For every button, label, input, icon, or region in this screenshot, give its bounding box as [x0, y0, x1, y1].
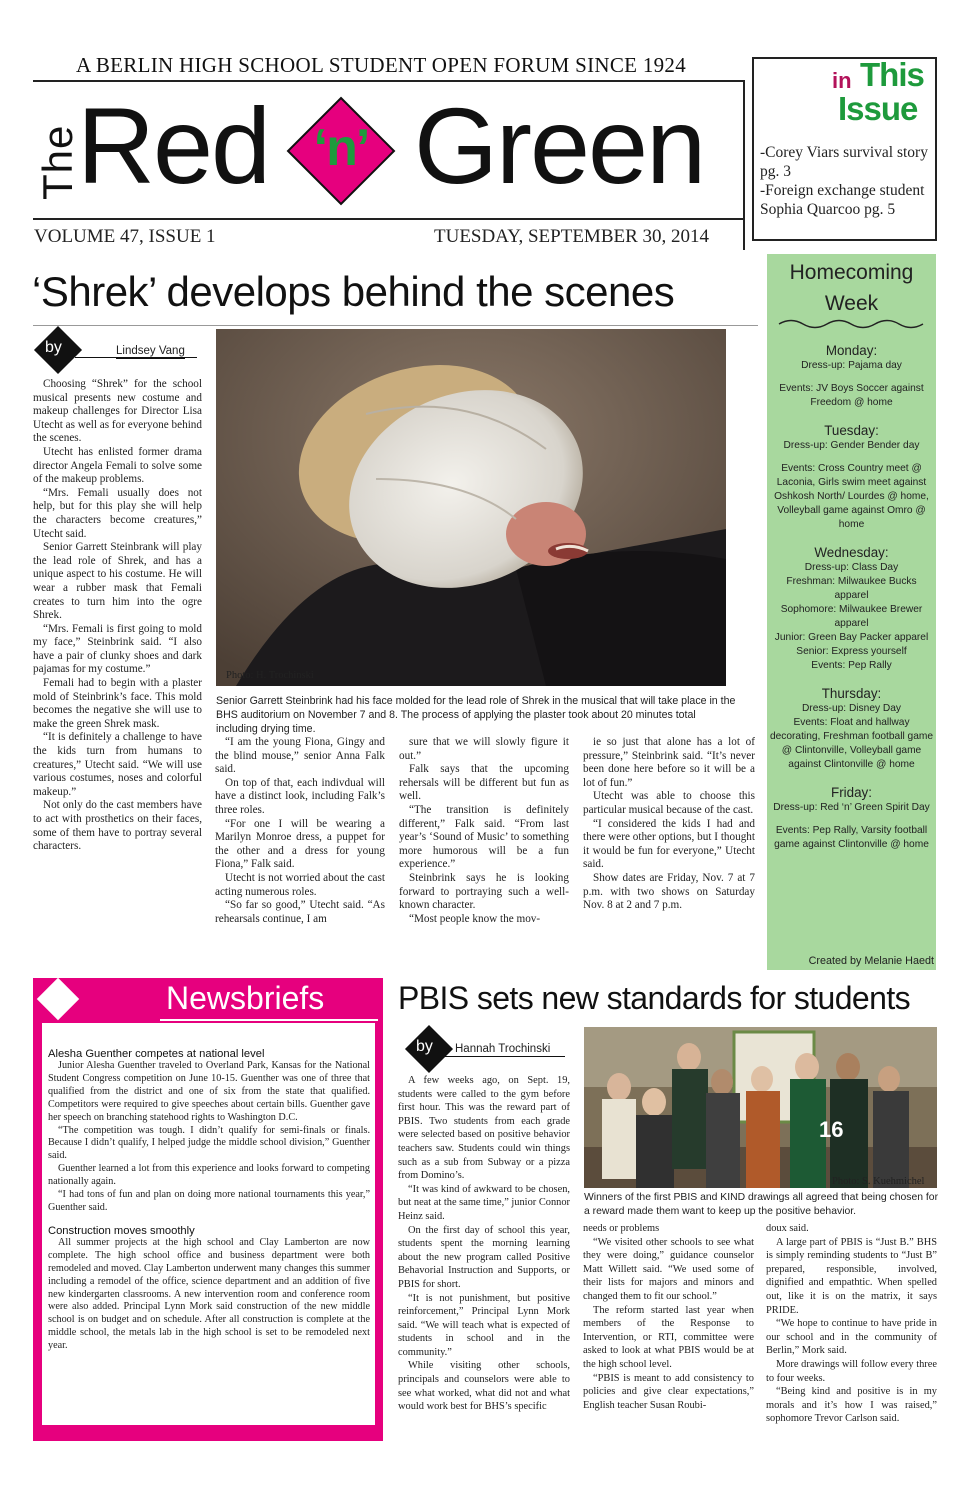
- homecoming-line: Sophomore: Milwaukee Brewer apparel: [780, 604, 923, 629]
- paragraph: All summer projects at the high school and Clay Lamberton are now complete. The high school office and business department were both remodeled and moved. Clay Lamberton underwent many changes this summer including a remodel of the office, science department and an addition of five new kindergarten classrooms. A new intervention room and conference room were also added. Principal Lynn Mork said construction of the new middle school is on budget and on schedule. After all construction is complete at the middle school, the metals lab in the high school is set to be remodeled next year.: [48, 1236, 370, 1352]
- paragraph: “We hope to continue to have pride in our school and in the community of Berlin,” Mork said.: [766, 1318, 937, 1357]
- issue-date: TUESDAY, SEPTEMBER 30, 2014: [434, 226, 710, 247]
- byline-rule: [445, 1056, 565, 1057]
- homecoming-line: Events: Pep Rally: [811, 660, 892, 671]
- paragraph: “I considered the kids I had and there were other options, but I thought it would be fun for everyone,” Utecht said.: [583, 817, 755, 871]
- in-this-issue-in: in: [832, 68, 852, 93]
- newsbriefs-title-rule: [160, 1019, 378, 1021]
- shrek-headline: ‘Shrek’ develops behind the scenes: [32, 268, 675, 315]
- shrek-photo: [216, 329, 726, 686]
- paragraph: Senior Garrett Steinbrank will play the lead role of Shrek, and has a unique aspect to his costume. He will wear a rubber mask that Femali creates to turn him into the ogre Shrek.: [33, 541, 202, 622]
- paragraph: Junior Alesha Guenther traveled to Overland Park, Kansas for the National Student Congress competition on June 10-15. Guenther was one of three that qualified from the district and one of six from the state that qualified. Competitors were required to give speeches about certain bills. Guenther gave her speech on branching statehood rights to Washington D.C.: [48, 1060, 370, 1123]
- pbis-headline: PBIS sets new standards for students: [398, 980, 911, 1016]
- paragraph: Not only do the cast members have to act with prosthetics on their faces, some of them have to portray several characters.: [33, 799, 202, 853]
- masthead-divider-vertical: [743, 80, 745, 250]
- paragraph: Utecht was able to choose this particular musical because of the cast.: [583, 790, 755, 816]
- paragraph: “So far so good,” Utecht said. “As rehearsals continue, I am: [215, 899, 385, 925]
- paragraph: “For one I will be wearing a Marilyn Monroe dress, a puppet for the other and a dress for young Fiona,” Falk said.: [215, 817, 385, 871]
- paragraph: “It was kind of awkward to be chosen, but neat at the same time,” junior Connor Heinz said.: [398, 1183, 570, 1222]
- paragraph: “It is not punishment, but positive reinforcement,” Principal Lynn Mork said. “We will teach what is expected of students in school and in the community.”: [398, 1292, 570, 1358]
- masthead-tagline: A BERLIN HIGH SCHOOL STUDENT OPEN FORUM SINCE 1924: [76, 53, 687, 77]
- masthead-n: ‘n’: [313, 119, 369, 177]
- homecoming-line: Events: JV Boys Soccer against Freedom @ home: [779, 383, 924, 408]
- masthead-top-rule: [33, 80, 743, 82]
- homecoming-day: Friday:: [831, 785, 872, 800]
- newsbrief-heading: Alesha Guenther competes at national level: [48, 1048, 265, 1060]
- paragraph: Utecht is not worried about the cast acting numerous roles.: [215, 871, 385, 898]
- paragraph: Choosing “Shrek” for the school musical presents new costume and makeup challenges for Director Lisa Utecht as well as for everyone behind the scenes.: [33, 378, 202, 445]
- paragraph: Guenther learned a lot from this experience and looks forward to competing nationally again.: [48, 1163, 370, 1188]
- paragraph: The reform started last year when members of the Response to Intervention, or RTI, committee were asked to look at what PBIS would be at the high school level.: [583, 1304, 754, 1370]
- paragraph: sure that we will slowly figure it out.”: [399, 736, 569, 762]
- paragraph: “Mrs. Femali usually does not help, but for this play she will help the characters become creatures,” Utecht said.: [33, 486, 202, 540]
- paragraph: More drawings will follow every three to four weeks.: [766, 1358, 937, 1384]
- byline-rule: [75, 357, 197, 358]
- homecoming-line: Events: Pep Rally, Varsity football game against Clintonville @ home: [774, 825, 929, 850]
- paragraph: On the first day of school this year, students spent the morning learning about the new program called Positive Behavorial Instruction and Supports, or PBIS for short.: [398, 1224, 570, 1290]
- paragraph: Utecht has enlisted former drama director Angela Femali to solve some of the makeup problems.: [33, 445, 202, 486]
- newsbriefs-title: Newsbriefs: [166, 980, 325, 1016]
- homecoming-line: Events: Cross Country meet @ Laconia, Girls swim meet against Oshkosh North/ Lourdes @ home, Volleyball game against Omro @ home: [774, 463, 929, 530]
- in-this-issue-list: [760, 143, 936, 219]
- pbis-photo-caption: Winners of the first PBIS and KIND drawings all agreed that being chosen for a reward made them want to keep up the positive behavior.: [584, 1192, 939, 1217]
- homecoming-line: Dress-up: Red ‘n’ Green Spirit Day: [773, 802, 930, 813]
- masthead-green: Green: [414, 85, 705, 206]
- homecoming-squiggle: [777, 317, 927, 331]
- byline-by: by: [416, 1038, 433, 1055]
- masthead-bottom-rule: [33, 218, 743, 220]
- homecoming-day: Wednesday:: [814, 545, 889, 560]
- shrek-column-3: [399, 736, 569, 926]
- paragraph: Femali had to begin with a plaster mold of Steinbrink’s face. This mold becomes the negative she will use to make the green Shrek mask.: [33, 677, 202, 730]
- paragraph: Steinbrink says he is looking forward to portraying such a well-known character.: [399, 871, 569, 912]
- homecoming-line: Events: Float and hallway decorating, Freshman football game @ Clintonville, Volleyball game against Clintonville @ home: [769, 717, 934, 770]
- paragraph: ie so just that alone has a lot of pressure,” Steinbrink said. “It’s never been done here before so it will be a lot of fun.”: [583, 736, 755, 789]
- paragraph: While visiting other schools, principals and counselors were able to see what worked, what did not and what would work best for BHS’s specific: [398, 1360, 570, 1413]
- in-this-issue-item[interactable]: -Corey Viars survival story pg. 3: [760, 144, 928, 180]
- paragraph: On top of that, each indivdual will have a distinct look, including Falk’s three roles.: [215, 776, 385, 816]
- masthead-the: The: [34, 124, 81, 200]
- byline-author: Lindsey Vang: [116, 345, 185, 357]
- shrek-column-1: [33, 378, 202, 854]
- paragraph: A few weeks ago, on Sept. 19, students were called to the gym before first hour. This was the reward part of PBIS. Two students from each grade were selected based on positive behavior teachers saw. Students could win things such as a sub from Subway or a pizza from Domino’s.: [398, 1075, 570, 1182]
- homecoming-line: Dress-up: Gender Bender day: [783, 440, 920, 451]
- paragraph: A large part of PBIS is “Just B.” BHS is simply reminding students to “Just B” prepared, responsible, involved, dignified and empathtic. When spelled out, like it is on the matrix, it says PRIDE.: [766, 1236, 937, 1316]
- homecoming-day: Tuesday:: [824, 423, 879, 438]
- svg-text:16: 16: [819, 1117, 844, 1142]
- homecoming-line: Dress-up: Class Day: [804, 562, 899, 573]
- paragraph: “Mrs. Femali is first going to mold my face,” Steinbrink said. “I also have a pair of clunky shoes and dark pajamas for my costume.”: [33, 622, 202, 676]
- homecoming-day: Thursday:: [821, 686, 882, 701]
- homecoming-line: Senior: Express yourself: [796, 646, 907, 657]
- paragraph: “The transition is definitely different,” Falk said. “From last year’s ‘Sound of Music’ to something more humorous will be a fun experience.”: [399, 803, 569, 871]
- homecoming-day: Monday:: [825, 343, 878, 358]
- paragraph: “I had tons of fun and plan on doing more national tournaments this year,” Guenther said.: [48, 1189, 370, 1213]
- pbis-column-2: [583, 1222, 754, 1412]
- headline-rule: [33, 325, 758, 326]
- homecoming-title: Homecoming Week: [789, 261, 914, 315]
- paragraph: “The competition was tough. I didn’t qualify for semi-finals or finals. Because I didn’t qualify, I helped judge the middle school division,” Guenther said.: [48, 1124, 370, 1162]
- newsbrief-heading: Construction moves smoothly: [48, 1224, 195, 1237]
- pbis-column-1: [398, 1074, 570, 1414]
- paragraph: “We visited other schools to see what they were doing,” guidance counselor Matt Willett said. “We used some of their lists for majors and minors and changed them to fit our school.”: [583, 1236, 754, 1302]
- homecoming-line: Dress-up: Disney Day: [801, 703, 902, 714]
- paragraph: “Being kind and positive is in my morals and it’s how I was raised,” sophomore Trevor Carlson said.: [766, 1386, 937, 1425]
- pbis-photo: [584, 1027, 937, 1188]
- paragraph: “Most people know the mov-: [409, 912, 541, 925]
- paragraph: Show dates are Friday, Nov. 7 at 7 p.m. with two shows on Saturday Nov. 8 at 2 and 7 p.m.: [583, 871, 755, 912]
- paragraph: “It is definitely a challenge to have the kids turn from humans to creatures,” Utecht said. “We will use various costumes, noses and colorful makeup.”: [33, 731, 202, 798]
- newsbriefs-body: [48, 1048, 370, 1353]
- byline-by: by: [45, 339, 62, 356]
- shrek-column-2: [215, 736, 385, 926]
- homecoming-line: Freshman: Milwaukee Bucks apparel: [786, 576, 917, 601]
- homecoming-line: Junior: Green Bay Packer apparel: [774, 632, 929, 643]
- homecoming-schedule: [769, 339, 934, 852]
- pbis-photo-credit: Photo: S. Kuehmichel: [832, 1176, 925, 1187]
- paragraph: “I am the young Fiona, Gingy and the blind mouse,” senior Anna Falk said.: [215, 736, 385, 776]
- in-this-issue-this: This: [860, 56, 924, 93]
- homecoming-credit: Created by Melanie Haedt: [808, 955, 934, 967]
- issue-volume: VOLUME 47, ISSUE 1: [34, 226, 216, 247]
- shrek-photo-caption: Senior Garrett Steinbrink had his face molded for the lead role of Shrek in the musical that will take place in the BHS auditorium on November 7 and 8. The process of applying the plaster took about 20 minutes total including drying time.: [216, 695, 736, 735]
- homecoming-line: Dress-up: Pajama day: [801, 360, 902, 371]
- shrek-photo-credit: Photo: H. Trochinski: [226, 670, 314, 681]
- pbis-column-3: [766, 1222, 937, 1426]
- paragraph: doux said.: [766, 1223, 809, 1234]
- shrek-column-4: [583, 736, 755, 913]
- byline-author: Hannah Trochinski: [455, 1043, 551, 1055]
- in-this-issue-item[interactable]: -Foreign exchange student Sophia Quarcoo pg. 5: [760, 182, 925, 218]
- paragraph: Falk says that the upcoming rehersals will be different but fun as well.: [399, 763, 569, 803]
- paragraph: needs or problems: [583, 1223, 660, 1234]
- masthead-red: Red: [77, 85, 270, 206]
- paragraph: “PBIS is meant to add consistency to policies and give clear expectations,” English teacher Susan Roubi-: [583, 1372, 754, 1411]
- in-this-issue-issue: Issue: [838, 90, 918, 127]
